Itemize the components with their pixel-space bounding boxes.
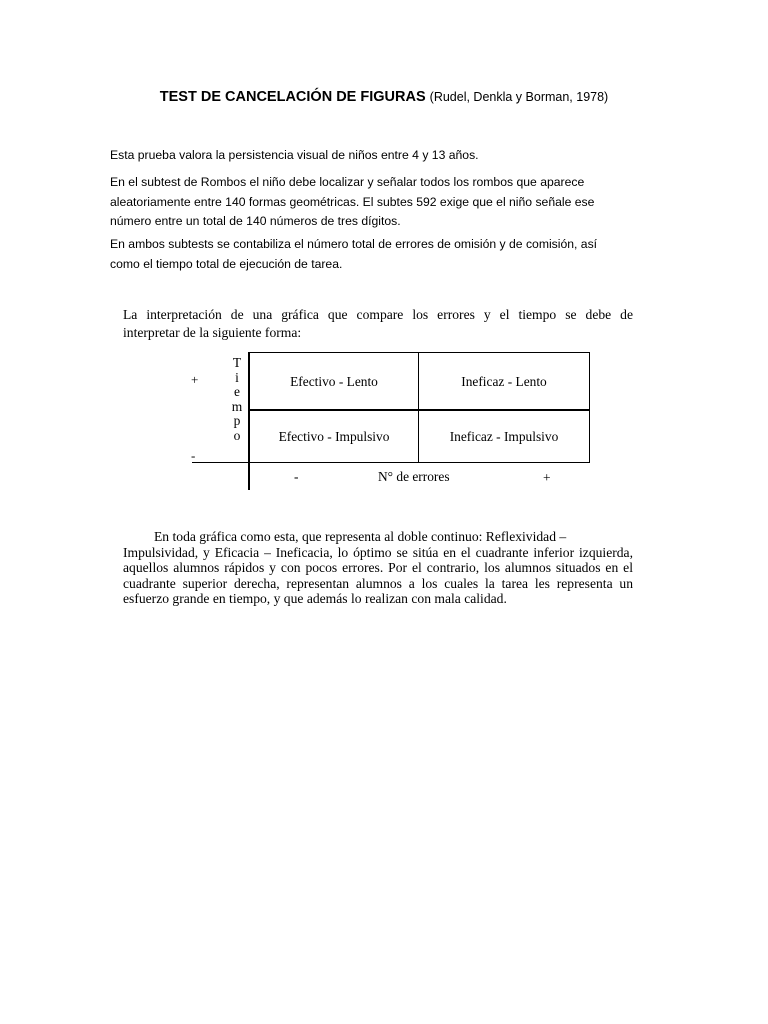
box-right-border (589, 352, 590, 462)
x-axis-line (192, 462, 590, 463)
y-axis-label (229, 356, 245, 444)
y-axis-letter: o (233, 427, 241, 443)
quadrant-top-right: Ineficaz - Lento (461, 374, 547, 389)
paragraph-subtests: En el subtest de Rombos el niño debe localizar y señalar todos los rombos que aparece aleatoriamente entre 140 formas geométricas. El subtes 592 exige que el niño señale ese número entre un total de 140 números de tres dígitos. (110, 175, 595, 228)
y-axis-line (248, 352, 250, 490)
intro-line: La interpretación de una gráfica que compare los errores y el tiempo se debe de (123, 307, 633, 322)
closing-line: En toda gráfica como esta, que representa al doble continuo: Reflexividad – (154, 529, 567, 544)
y-axis-minus: - (191, 448, 196, 463)
quadrant-divider (418, 352, 419, 462)
y-axis-letter: i (235, 369, 239, 385)
y-axis-letter: m (231, 398, 243, 414)
quadrant-bottom-left: Efectivo - Impulsivo (278, 429, 390, 444)
paragraph-scoring: En ambos subtests se contabiliza el número total de errores de omisión y de comisión, así como el tiempo total de ejecución de tarea. (110, 237, 598, 271)
y-axis-plus: + (191, 372, 199, 387)
x-axis-minus: - (294, 469, 299, 484)
interpretation-explanation (123, 529, 633, 607)
title-citation: (Rudel, Denkla y Borman, 1978) (429, 90, 609, 104)
quadrant-midline (250, 409, 590, 411)
quadrant-diagram (180, 352, 600, 492)
interpretation-intro (123, 306, 633, 342)
quadrant-bottom-right: Ineficaz - Impulsivo (449, 429, 559, 444)
quadrant-top-left: Efectivo - Lento (290, 374, 378, 389)
closing-line: esfuerzo grande en tiempo, y que además lo realizan con mala calidad. (123, 591, 507, 607)
x-axis-label: N° de errores (378, 469, 450, 484)
box-top-border (250, 352, 590, 353)
title-text: TEST DE CANCELACIÓN DE FIGURAS (159, 89, 426, 105)
y-axis-letter: T (232, 355, 242, 370)
closing-line: cuadrante superior derecha, representan alumnos a los cuales la tarea les representa un (123, 575, 633, 591)
intro-line: interpretar de la siguiente forma: (123, 325, 302, 340)
paragraph-persistence: Esta prueba valora la persistencia visual de niños entre 4 y 13 años. (110, 148, 479, 162)
y-axis-letter: e (234, 384, 240, 400)
closing-line: aquellos alumnos rápidos y con pocos errores. Por el contrario, los alumnos situados en el (123, 560, 633, 576)
closing-line: Impulsividad, y Eficacia – Ineficacia, lo óptimo se sitúa en el cuadrante inferior izquierda, (123, 544, 633, 560)
y-axis-letter: p (233, 413, 241, 429)
page-title (0, 89, 768, 105)
x-axis-plus: + (543, 470, 551, 485)
